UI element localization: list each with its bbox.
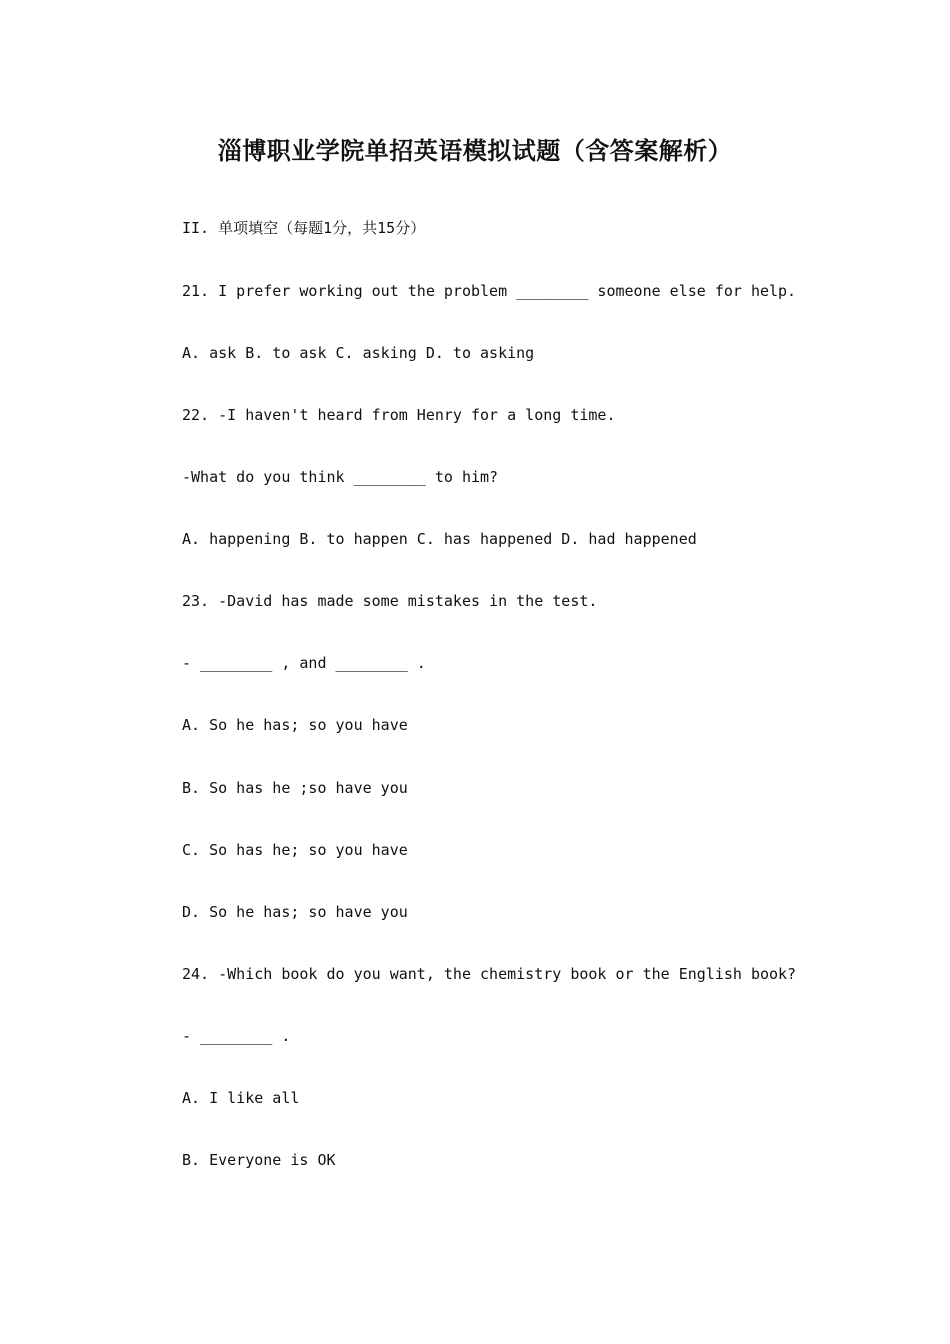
question-22: 22. -I haven't heard from Henry for a long time.: [182, 406, 616, 424]
question-24-option-a: A. I like all: [182, 1089, 300, 1107]
question-24-option-b: B. Everyone is OK: [182, 1151, 336, 1169]
question-23-option-c: C. So has he; so you have: [182, 841, 408, 859]
question-23-option-d: D. So he has; so have you: [182, 903, 408, 921]
question-24: 24. -Which book do you want, the chemistry book or the English book?: [182, 965, 797, 983]
question-21: 21. I prefer working out the problem ________ someone else for help.: [182, 282, 797, 300]
question-23-option-b: B. So has he ;so have you: [182, 779, 408, 797]
question-22-options: A. happening B. to happen C. has happened D. had happened: [182, 530, 697, 548]
question-23: 23. -David has made some mistakes in the test.: [182, 592, 598, 610]
document-title: 淄博职业学院单招英语模拟试题（含答案解析）: [217, 136, 733, 165]
question-23-response: - ________ , and ________ .: [182, 654, 426, 672]
question-21-options: A. ask B. to ask C. asking D. to asking: [182, 344, 535, 362]
section-header: II. 单项填空（每题1分，共15分）: [182, 219, 426, 237]
question-23-option-a: A. So he has; so you have: [182, 716, 408, 734]
question-24-response: - ________ .: [182, 1027, 291, 1045]
question-22-response: -What do you think ________ to him?: [182, 468, 499, 486]
